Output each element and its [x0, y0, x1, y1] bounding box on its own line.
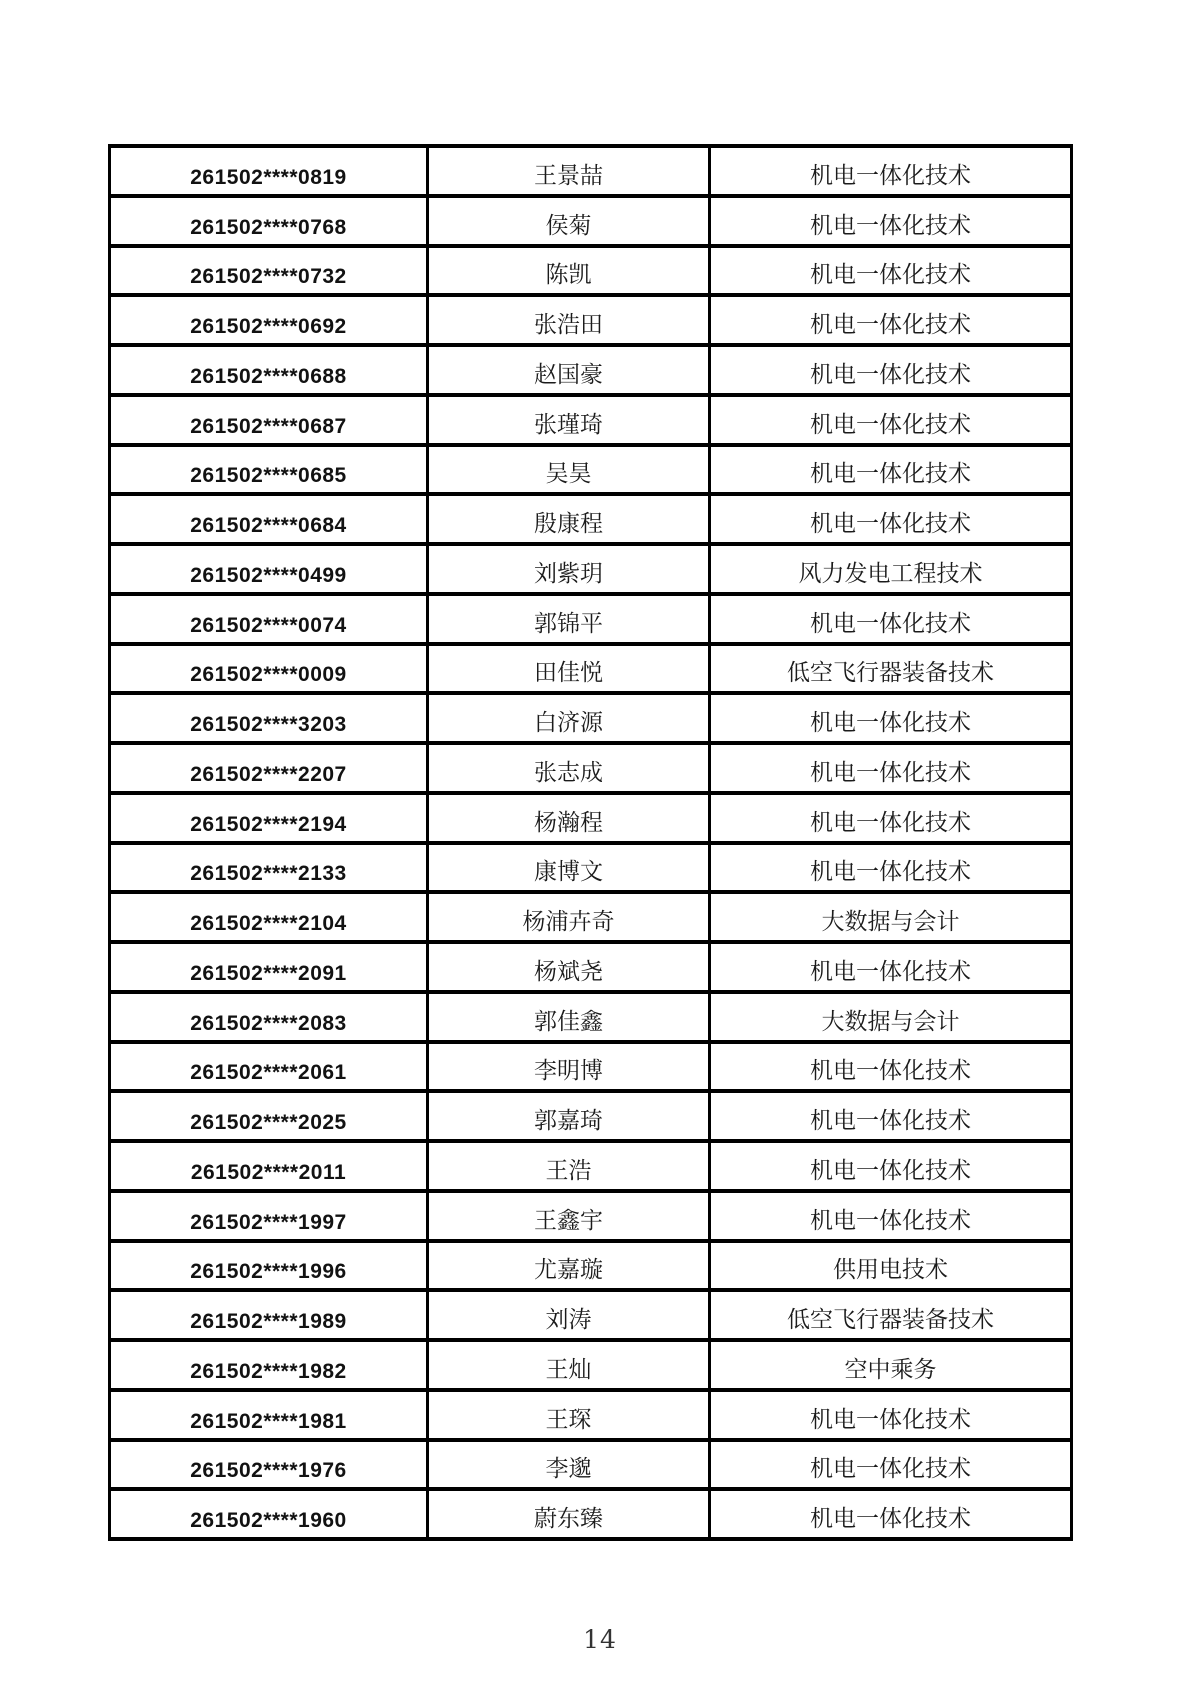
student-name-cell: 蔚东臻 [428, 1489, 710, 1539]
exam-number-cell: 261502****0768 [110, 196, 428, 246]
exam-number-cell: 261502****0499 [110, 544, 428, 594]
exam-number-cell: 261502****2104 [110, 892, 428, 942]
exam-number-cell: 261502****1982 [110, 1340, 428, 1390]
student-name-cell: 赵国豪 [428, 345, 710, 395]
table-row [110, 1241, 1072, 1291]
table-row [110, 1191, 1072, 1241]
major-cell: 机电一体化技术 [710, 445, 1072, 495]
major-cell: 机电一体化技术 [710, 196, 1072, 246]
major-cell: 机电一体化技术 [710, 395, 1072, 445]
major-cell: 机电一体化技术 [710, 1141, 1072, 1191]
table-row [110, 743, 1072, 793]
major-cell: 低空飞行器装备技术 [710, 644, 1072, 694]
major-cell: 机电一体化技术 [710, 345, 1072, 395]
major-cell: 空中乘务 [710, 1340, 1072, 1390]
exam-number-cell: 261502****1960 [110, 1489, 428, 1539]
exam-number-cell: 261502****0732 [110, 246, 428, 296]
exam-number-cell: 261502****0687 [110, 395, 428, 445]
exam-number-cell: 261502****2061 [110, 1042, 428, 1092]
exam-number-cell: 261502****2083 [110, 992, 428, 1042]
student-name-cell: 郭嘉琦 [428, 1091, 710, 1141]
exam-number-cell: 261502****1981 [110, 1390, 428, 1440]
table-row [110, 942, 1072, 992]
student-name-cell: 吴昊 [428, 445, 710, 495]
student-name-cell: 张浩田 [428, 295, 710, 345]
major-cell: 机电一体化技术 [710, 146, 1072, 196]
table-row [110, 544, 1072, 594]
student-name-cell: 刘紫玥 [428, 544, 710, 594]
major-cell: 机电一体化技术 [710, 843, 1072, 893]
exam-number-cell: 261502****0685 [110, 445, 428, 495]
exam-number-cell: 261502****1996 [110, 1241, 428, 1291]
major-cell: 机电一体化技术 [710, 594, 1072, 644]
table-row [110, 594, 1072, 644]
major-cell: 机电一体化技术 [710, 743, 1072, 793]
student-name-cell: 杨浦卉奇 [428, 892, 710, 942]
table-row [110, 1440, 1072, 1490]
table-row [110, 892, 1072, 942]
table-row [110, 1489, 1072, 1539]
table-row [110, 395, 1072, 445]
student-name-cell: 杨斌尧 [428, 942, 710, 992]
table-row [110, 146, 1072, 196]
exam-number-cell: 261502****2133 [110, 843, 428, 893]
major-cell: 大数据与会计 [710, 992, 1072, 1042]
major-cell: 机电一体化技术 [710, 1390, 1072, 1440]
table-row [110, 1042, 1072, 1092]
major-cell: 机电一体化技术 [710, 942, 1072, 992]
exam-number-cell: 261502****2194 [110, 793, 428, 843]
student-name-cell: 杨瀚程 [428, 793, 710, 843]
student-name-cell: 刘涛 [428, 1290, 710, 1340]
exam-number-cell: 261502****2011 [110, 1141, 428, 1191]
exam-number-cell: 261502****1997 [110, 1191, 428, 1241]
exam-number-cell: 261502****2091 [110, 942, 428, 992]
major-cell: 机电一体化技术 [710, 1440, 1072, 1490]
major-cell: 机电一体化技术 [710, 1191, 1072, 1241]
exam-number-cell: 261502****2207 [110, 743, 428, 793]
student-name-cell: 王浩 [428, 1141, 710, 1191]
major-cell: 风力发电工程技术 [710, 544, 1072, 594]
student-name-cell: 侯菊 [428, 196, 710, 246]
table-row [110, 1390, 1072, 1440]
table-row [110, 693, 1072, 743]
major-cell: 机电一体化技术 [710, 793, 1072, 843]
major-cell: 机电一体化技术 [710, 494, 1072, 544]
table-row [110, 1141, 1072, 1191]
student-name-cell: 尤嘉璇 [428, 1241, 710, 1291]
exam-number-cell: 261502****0074 [110, 594, 428, 644]
table-row [110, 445, 1072, 495]
exam-number-cell: 261502****1989 [110, 1290, 428, 1340]
student-name-cell: 康博文 [428, 843, 710, 893]
table-row [110, 295, 1072, 345]
major-cell: 低空飞行器装备技术 [710, 1290, 1072, 1340]
exam-number-cell: 261502****2025 [110, 1091, 428, 1141]
table-row [110, 345, 1072, 395]
major-cell: 机电一体化技术 [710, 246, 1072, 296]
student-name-cell: 郭锦平 [428, 594, 710, 644]
major-cell: 大数据与会计 [710, 892, 1072, 942]
exam-number-cell: 261502****0819 [110, 146, 428, 196]
major-cell: 供用电技术 [710, 1241, 1072, 1291]
exam-number-cell: 261502****1976 [110, 1440, 428, 1490]
major-cell: 机电一体化技术 [710, 1042, 1072, 1092]
page-number: 14 [583, 1625, 617, 1654]
student-name-cell: 白济源 [428, 693, 710, 743]
table-row [110, 246, 1072, 296]
exam-number-cell: 261502****0009 [110, 644, 428, 694]
student-name-cell: 张瑾琦 [428, 395, 710, 445]
student-name-cell: 李明博 [428, 1042, 710, 1092]
student-name-cell: 殷康程 [428, 494, 710, 544]
exam-number-cell: 261502****0688 [110, 345, 428, 395]
table-row [110, 494, 1072, 544]
exam-number-cell: 261502****3203 [110, 693, 428, 743]
student-name-cell: 王鑫宇 [428, 1191, 710, 1241]
student-name-cell: 王琛 [428, 1390, 710, 1440]
student-list-body [110, 146, 1072, 1539]
student-name-cell: 李邈 [428, 1440, 710, 1490]
student-name-cell: 陈凯 [428, 246, 710, 296]
table-row [110, 196, 1072, 246]
table-row [110, 992, 1072, 1042]
student-name-cell: 郭佳鑫 [428, 992, 710, 1042]
table-row [110, 1290, 1072, 1340]
major-cell: 机电一体化技术 [710, 693, 1072, 743]
table-row [110, 644, 1072, 694]
table-row [110, 1091, 1072, 1141]
table-row [110, 843, 1072, 893]
table-row [110, 793, 1072, 843]
major-cell: 机电一体化技术 [710, 295, 1072, 345]
table-row [110, 1340, 1072, 1390]
major-cell: 机电一体化技术 [710, 1489, 1072, 1539]
student-name-cell: 王灿 [428, 1340, 710, 1390]
major-cell: 机电一体化技术 [710, 1091, 1072, 1141]
student-name-cell: 张志成 [428, 743, 710, 793]
student-name-cell: 王景喆 [428, 146, 710, 196]
exam-number-cell: 261502****0692 [110, 295, 428, 345]
student-name-cell: 田佳悦 [428, 644, 710, 694]
student-list-table [108, 144, 1073, 1541]
exam-number-cell: 261502****0684 [110, 494, 428, 544]
